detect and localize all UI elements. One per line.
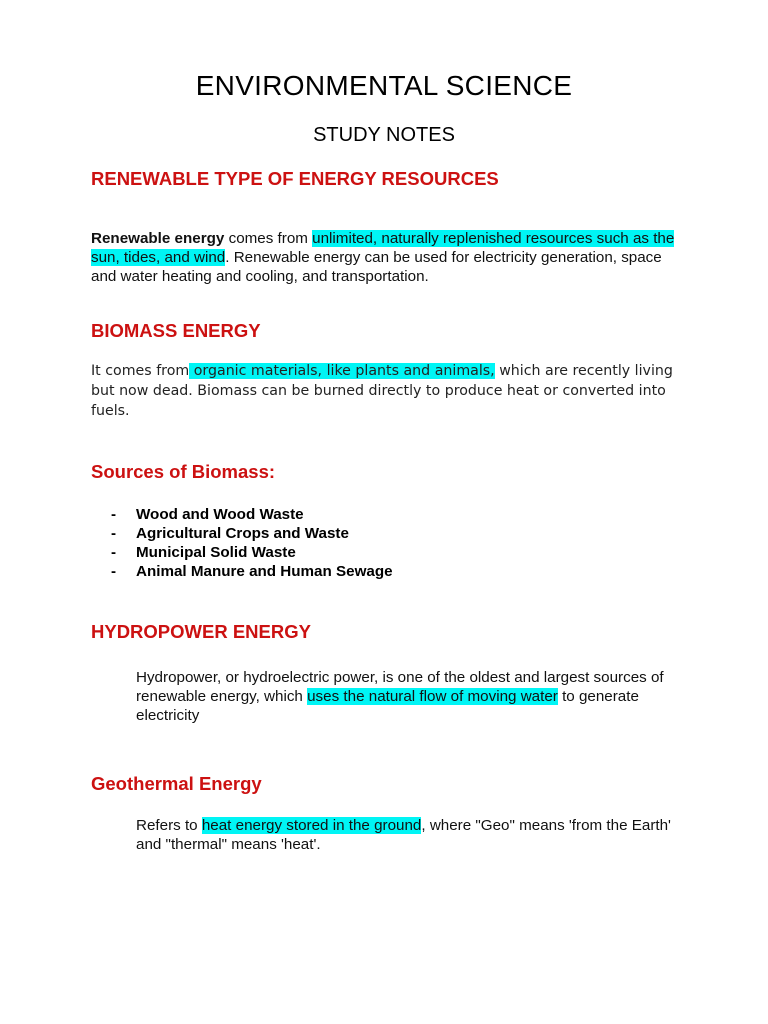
renewable-paragraph [91, 229, 681, 286]
hydropower-highlight: uses the natural flow of moving water [307, 688, 558, 705]
document-subtitle: STUDY NOTES [313, 124, 455, 146]
renewable-highlight: unlimited, naturally replenished resources such as the sun, tides, and wind [91, 230, 675, 266]
hydropower-paragraph [136, 668, 686, 725]
geothermal-paragraph [136, 816, 686, 854]
geothermal-text-before: Refers to [136, 817, 202, 834]
list-item [111, 562, 393, 581]
bullet-dash: - [111, 506, 117, 523]
list-item [111, 505, 393, 524]
biomass-text-after: which are recently living but now dead. Biomass can be burned directly to produce heat or converted into fuels. [91, 363, 673, 419]
list-item [111, 543, 393, 562]
biomass-heading: BIOMASS ENERGY [91, 320, 261, 341]
hydropower-text-before: Hydropower, or hydroelectric power, is one of the oldest and largest sources of renewable energy, which [136, 669, 664, 705]
sources-heading: Sources of Biomass: [91, 461, 276, 482]
biomass-highlight: organic materials, like plants and animals, [189, 363, 495, 379]
biomass-paragraph [91, 361, 691, 421]
list-item-label: Agricultural Crops and Waste [136, 525, 349, 542]
list-item-label: Municipal Solid Waste [136, 544, 296, 561]
geothermal-heading: Geothermal Energy [91, 773, 262, 794]
document-title: ENVIRONMENTAL SCIENCE [195, 70, 573, 101]
renewable-text-before: comes from [224, 230, 313, 247]
renewable-heading: RENEWABLE TYPE OF ENERGY RESOURCES [91, 168, 499, 189]
bullet-dash: - [111, 544, 117, 561]
list-item-label: Animal Manure and Human Sewage [136, 563, 393, 580]
hydropower-text-after: to generate electricity [136, 688, 639, 724]
geothermal-highlight: heat energy stored in the ground [201, 817, 422, 834]
sources-list [111, 505, 393, 581]
biomass-text-before: It comes from [91, 363, 190, 379]
list-item [111, 524, 393, 543]
bullet-dash: - [111, 563, 117, 580]
geothermal-text-after: , where "Geo" means 'from the Earth' and "thermal" means 'heat'. [136, 817, 671, 853]
hydropower-heading: HYDROPOWER ENERGY [91, 621, 311, 642]
bullet-dash: - [111, 525, 117, 542]
renewable-term: Renewable energy [91, 230, 225, 247]
list-item-label: Wood and Wood Waste [136, 506, 304, 523]
renewable-text-after: . Renewable energy can be used for electricity generation, space and water heating and cooling, and transportation. [91, 249, 662, 285]
